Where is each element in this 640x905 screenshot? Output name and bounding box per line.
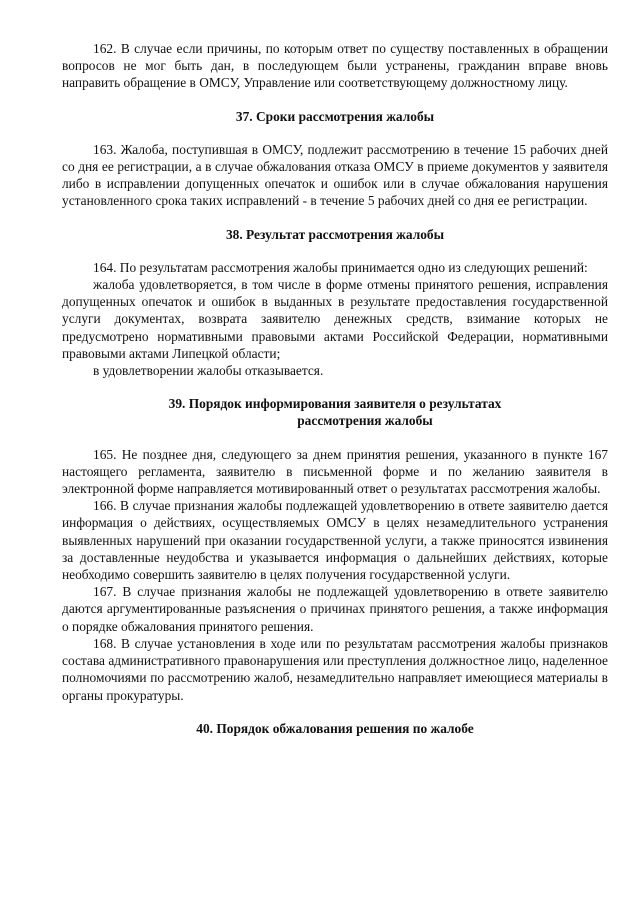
paragraph-162: 162. В случае если причины, по которым ответ по существу поставленных в обращении вопросов не мог быть дан, в последующем были устранены, гражданин вправе вновь направить обращение в ОМСУ, Управление или соответствующему должностному лицу. <box>62 41 608 91</box>
paragraph-164-item-1: жалоба удовлетворяется, в том числе в форме отмены принятого решения, исправления допущенных опечаток и ошибок в выданных в результате предоставления государственной услуги документах, возврата заявителю денежных средств, взимание которых не предусмотрено нормативными правовыми актами Российской Федерации, нормативными правовыми актами Липецкой области; <box>62 277 608 361</box>
document-page <box>62 40 608 737</box>
heading-39 <box>62 395 608 429</box>
paragraph-164: 164. По результатам рассмотрения жалобы принимается одно из следующих решений: <box>93 259 588 275</box>
heading-37: 37. Сроки рассмотрения жалобы <box>235 108 435 124</box>
paragraph-163: 163. Жалоба, поступившая в ОМСУ, подлежит рассмотрению в течение 15 рабочих дней со дня ее регистрации, а в случае обжалования отказа ОМСУ в приеме документов у заявителя либо в исправлении допущенных опечаток и ошибок или в случае обжалования нарушения установленного срока таких исправлений - в течение 5 рабочих дней со дня ее регистрации. <box>62 141 608 209</box>
paragraph-164-item-2: в удовлетворении жалобы отказывается. <box>93 363 324 379</box>
paragraph-168: 168. В случае установления в ходе или по результатам рассмотрения жалобы признаков состава административного правонарушения или преступления должностное лицо, наделенное полномочиями по рассмотрению жалоб, незамедлительно направляет имеющиеся материалы в органы прокуратуры. <box>62 635 608 703</box>
heading-38: 38. Результат рассмотрения жалобы <box>225 226 445 242</box>
heading-39-line-1: 39. Порядок информирования заявителя о результатах <box>168 396 502 412</box>
heading-40: 40. Порядок обжалования решения по жалобе <box>196 720 474 736</box>
paragraph-166: 166. В случае признания жалобы подлежащей удовлетворению в ответе заявителю дается информация о действиях, осуществляемых ОМСУ в целях незамедлительного устранения выявленных нарушений при оказании государственной услуги, а также приносятся извинения за доставленные неудобства и указывается информация о дальнейших действиях, которые необходимо совершить заявителю в целях получения государственной услуги. <box>62 498 608 583</box>
paragraph-167: 167. В случае признания жалобы не подлежащей удовлетворению в ответе заявителю даются аргументированные разъяснения о причинах принятого решения, а также информация о порядке обжалования принятого решения. <box>62 584 608 634</box>
heading-39-line-2: рассмотрения жалобы <box>297 413 433 429</box>
paragraph-165: 165. Не позднее дня, следующего за днем принятия решения, указанного в пункте 167 настоящего регламента, заявителю в письменной форме и по желанию заявителя в электронной форме направляется мотивированный ответ о результатах рассмотрения жалобы. <box>62 446 608 497</box>
